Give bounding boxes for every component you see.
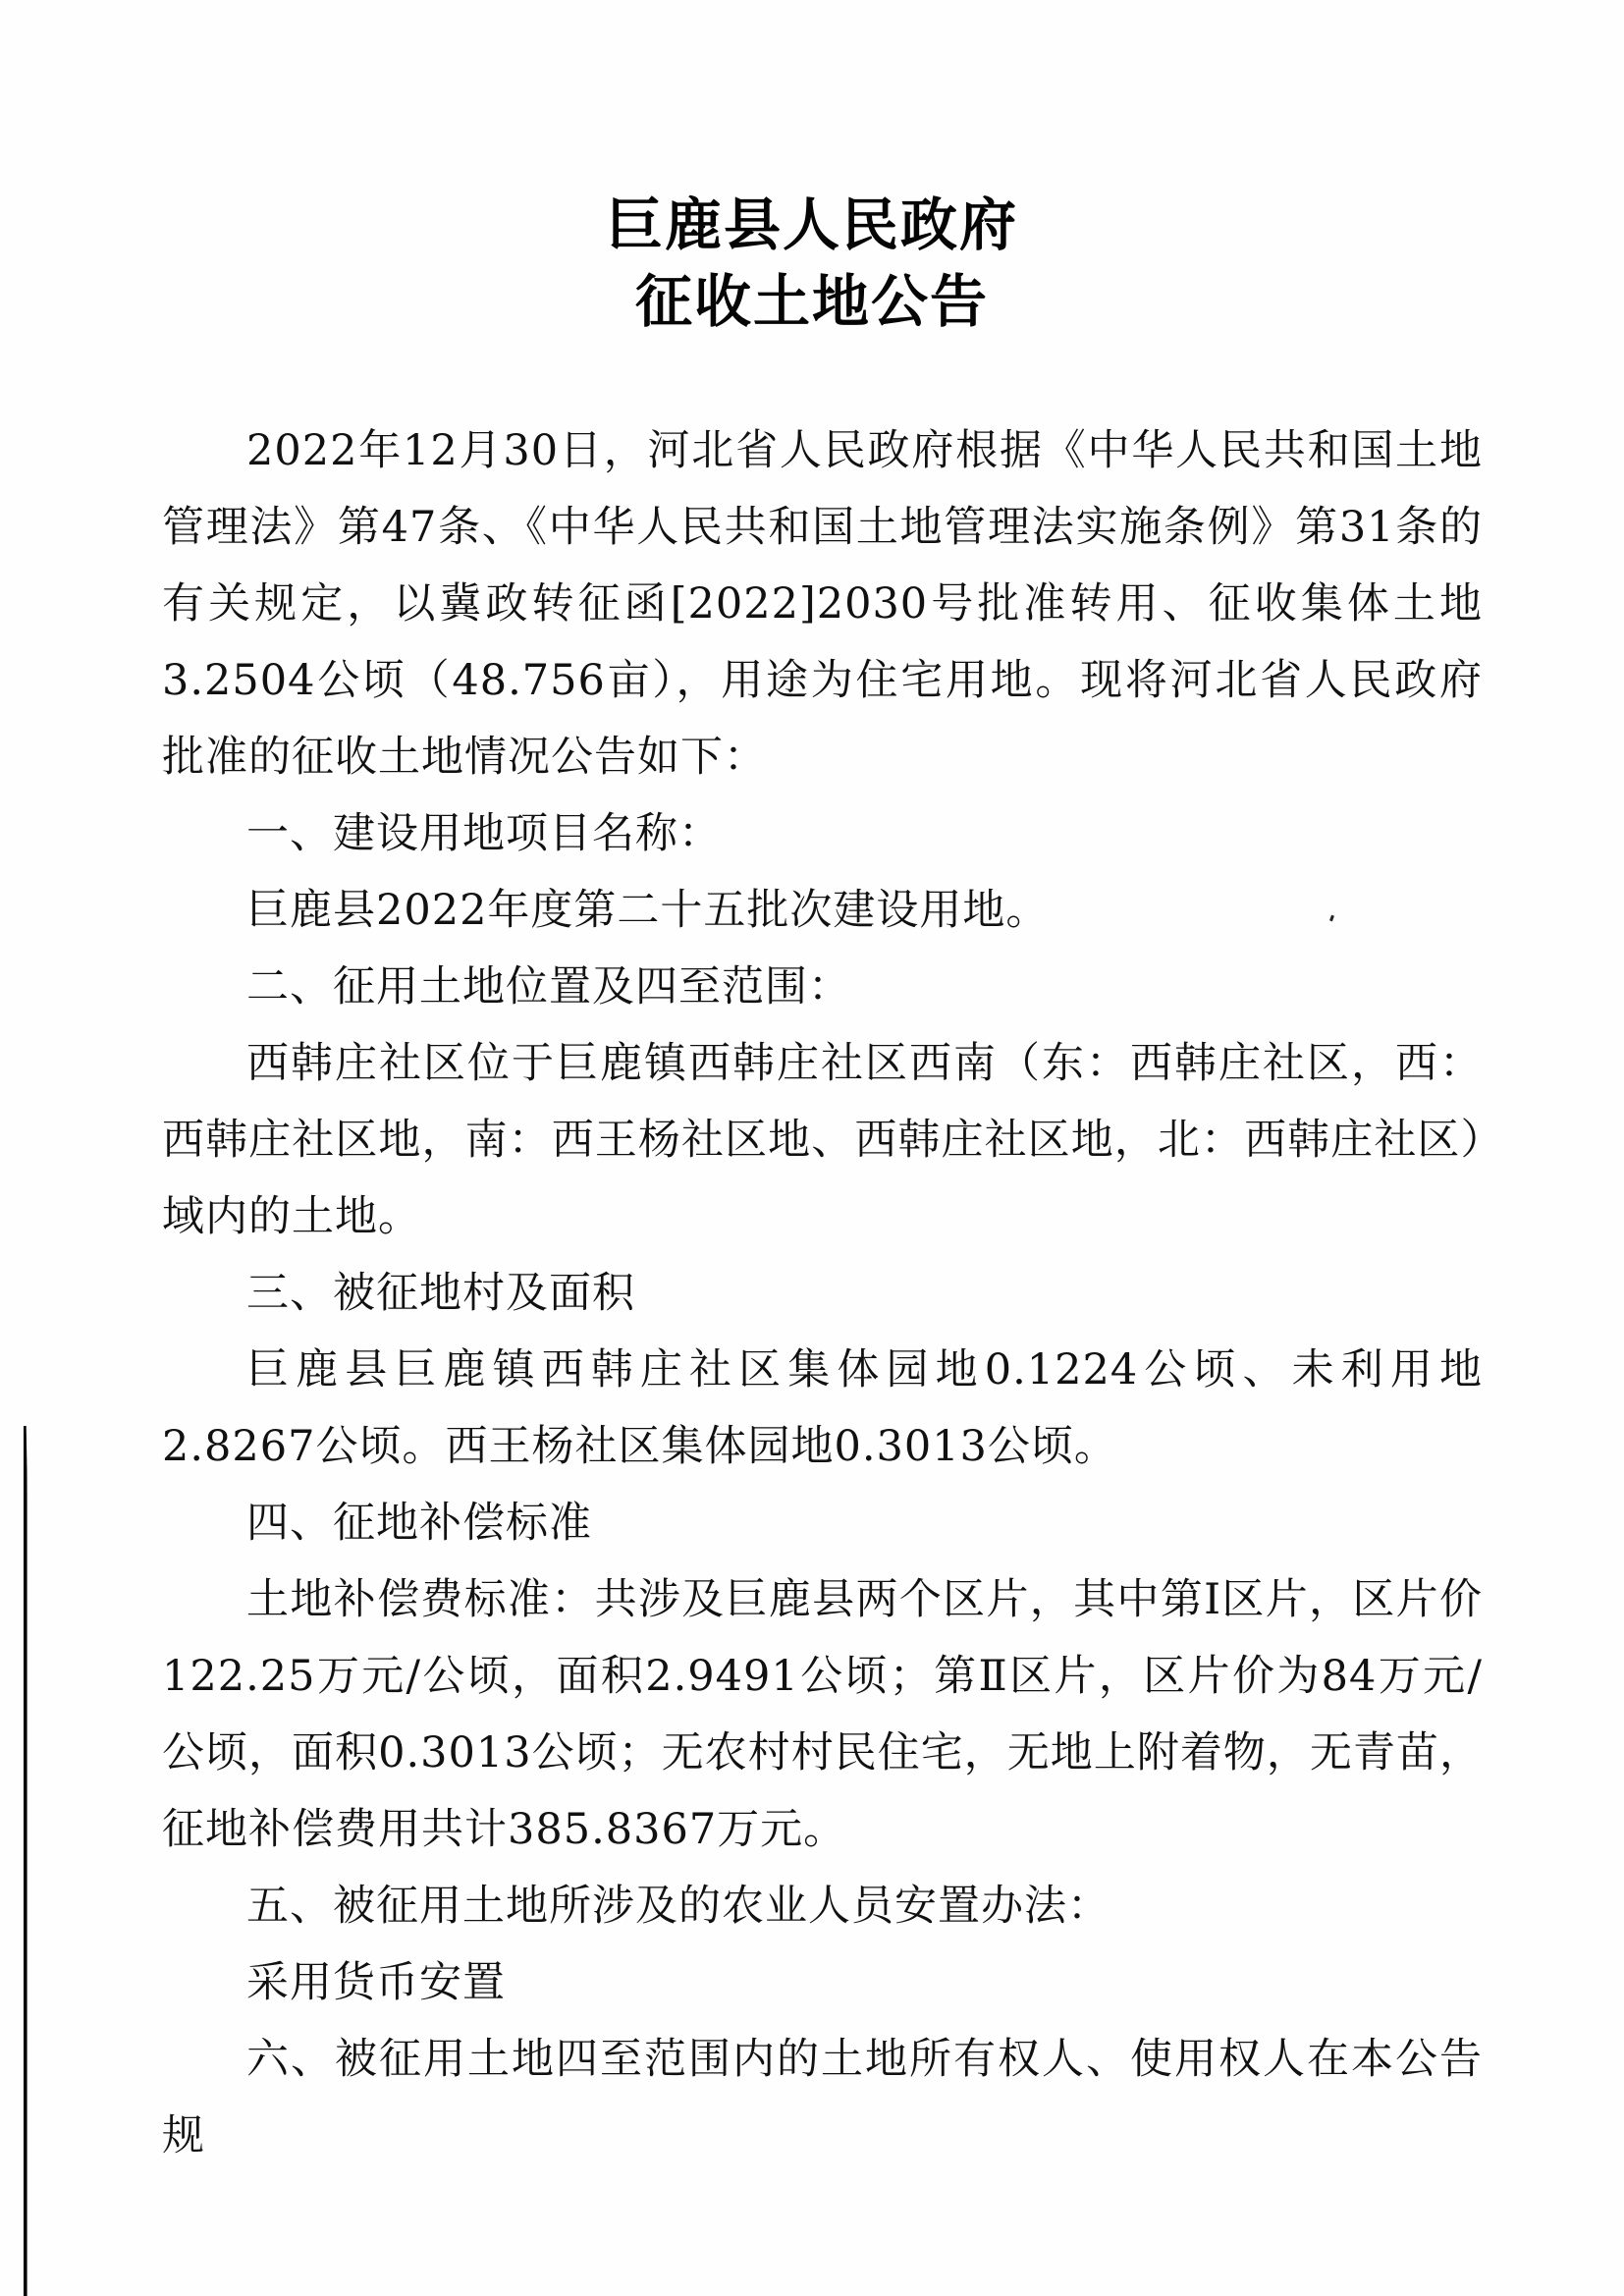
section-heading-compensation: 四、征地补偿标准 [246,1499,592,1548]
section-content-resettlement: 采用货币安置 [246,1958,506,2007]
document-title [0,187,1624,340]
section-content-villages-area: 巨鹿县巨鹿镇西韩庄社区集体园地0.1224公顷、未利用地2.8267公顷。西王杨社区集体园地0.3013公顷。 [162,1345,1483,1471]
section-content-location: 西韩庄社区位于巨鹿镇西韩庄社区西南（东：西韩庄社区，西：西韩庄社区地，南：西王杨社区地、西韩庄社区地，北：西韩庄社区）域内的土地。 [162,1039,1483,1241]
section-heading-project-name: 一、建设用地项目名称： [246,809,722,858]
document-body [162,412,1483,2174]
section-heading-resettlement: 五、被征用土地所涉及的农业人员安置办法： [246,1882,1110,1931]
section-content-compensation: 土地补偿费标准：共涉及巨鹿县两个区片，其中第Ⅰ区片，区片价122.25万元/公顷，面积2.9491公顷；第Ⅱ区片，区片价为84万元/公顷，面积0.3013公顷；无农村村民住宅，无地上附着物，无青苗，征地补偿费用共计385.8367万元。 [162,1575,1483,1854]
title-line-subject: 征收土地公告 [634,268,989,335]
section-content-project-name: 巨鹿县2022年度第二十五批次建设用地。 [246,886,1050,935]
section-heading-villages-area: 三、被征地村及面积 [246,1269,635,1318]
section-heading-rights-holders: 六、被征用土地四至范围内的土地所有权人、使用权人在本公告规 [162,2035,1483,2160]
intro-paragraph: 2022年12月30日，河北省人民政府根据《中华人民共和国土地管理法》第47条、《中华人民共和国土地管理法实施条例》第31条的有关规定，以冀政转征函[2022]2030号批准转用、征收集体土地3.2504公顷（48.756亩），用途为住宅用地。现将河北省人民政府批准的征收土地情况公告如下： [162,426,1483,782]
scan-edge-shadow [24,1426,41,2296]
title-line-issuer: 巨鹿县人民政府 [605,191,1018,258]
section-heading-location: 二、征用土地位置及四至范围： [246,962,851,1011]
